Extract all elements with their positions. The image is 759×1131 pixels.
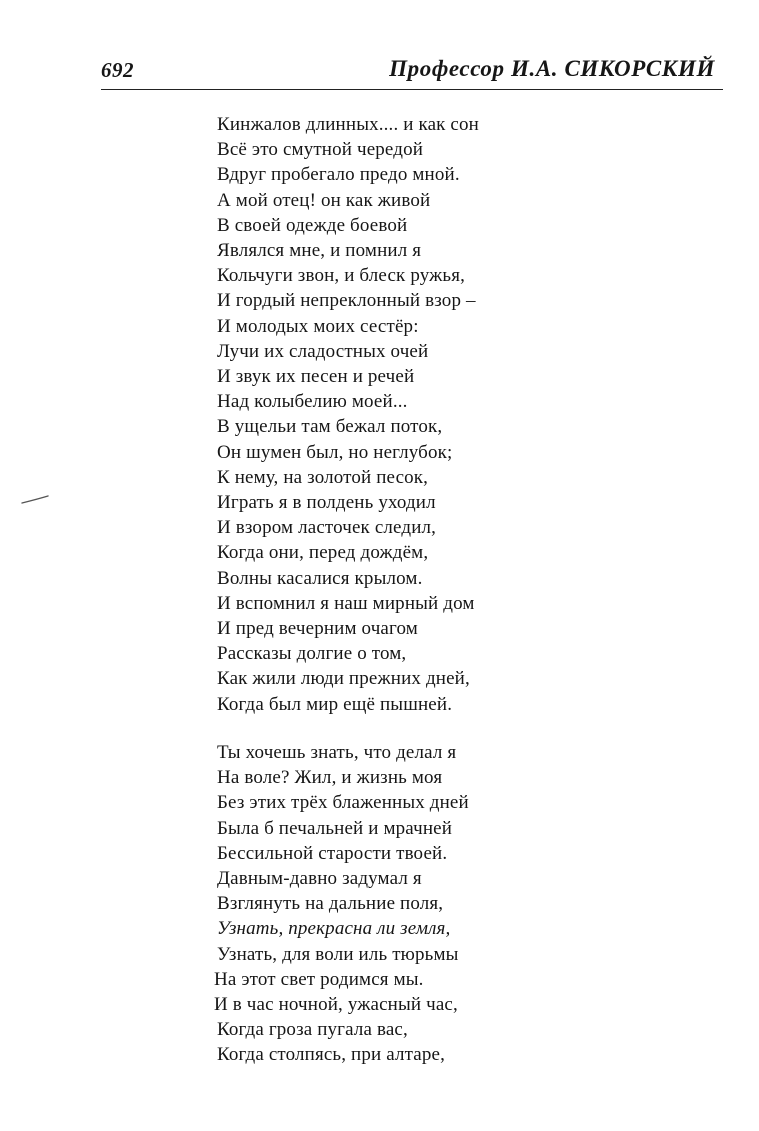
verse-line: На воле? Жил, и жизнь моя [217, 767, 443, 789]
verse-line: Когда они, перед дождём, [217, 542, 429, 564]
verse-line: Без этих трёх блаженных дней [217, 792, 469, 814]
verse-line: И гордый непреклонный взор – [217, 290, 476, 312]
verse-line: И вспомнил я наш мирный дом [217, 592, 475, 614]
verse-line: Всё это смутной чередой [217, 139, 424, 161]
verse-line: И взором ласточек следил, [217, 517, 437, 539]
verse-line: Вдруг пробегало предо мной. [217, 164, 460, 186]
verse-line: И в час ночной, ужасный час, [214, 994, 458, 1016]
stray-pen-mark [20, 495, 50, 505]
verse-line: Узнать, для воли иль тюрьмы [217, 943, 459, 965]
verse-line: Он шумен был, но неглубок; [217, 441, 453, 463]
verse-line: Над колыбелию моей... [217, 391, 408, 413]
verse-line: Являлся мне, и помнил я [217, 240, 422, 262]
verse-line: Ты хочешь знать, что делал я [217, 742, 457, 763]
verse-line-italic: Узнать, прекрасна ли земля, [217, 918, 451, 940]
verse-line: И звук их песен и речей [217, 366, 415, 388]
verse-line: Как жили люди прежних дней, [217, 668, 470, 690]
verse-line: На этот свет родимся мы. [214, 968, 424, 990]
verse-line: Лучи их сладостных очей [217, 340, 429, 362]
poem-stanza-2 [214, 740, 469, 1068]
verse-line: Волны касалися крылом. [217, 567, 423, 589]
verse-line: В ущельи там бежал поток, [217, 416, 443, 438]
verse-line: В своей одежде боевой [217, 214, 408, 236]
verse-line: Играть я в полдень уходил [217, 492, 436, 514]
verse-line: Кинжалов длинных.... и как сон [217, 114, 479, 135]
verse-line: К нему, на золотой песок, [217, 466, 429, 488]
header-rule [101, 89, 723, 90]
verse-line: И молодых моих сестёр: [217, 315, 419, 337]
verse-line: Когда гроза пугала вас, [217, 1019, 408, 1041]
running-title: Профессор И.А. СИКОРСКИЙ [389, 56, 715, 81]
verse-line: И пред вечерним очагом [217, 618, 418, 640]
verse-line: Кольчуги звон, и блеск ружья, [217, 265, 466, 287]
page-header [101, 56, 725, 90]
verse-line: Давным-давно задумал я [217, 868, 422, 890]
verse-line: Была б печальней и мрачней [217, 817, 453, 839]
verse-line: Когда был мир ещё пышней. [217, 693, 453, 715]
verse-line: Рассказы долгие о том, [217, 643, 407, 665]
verse-line: Когда столпясь, при алтаре, [217, 1044, 446, 1066]
verse-line: Бессильной старости твоей. [217, 842, 448, 864]
verse-line: Взглянуть на дальние поля, [217, 893, 444, 915]
verse-line: А мой отец! он как живой [217, 189, 431, 211]
poem-stanza-1 [217, 112, 479, 717]
page-number: 692 [101, 58, 134, 82]
